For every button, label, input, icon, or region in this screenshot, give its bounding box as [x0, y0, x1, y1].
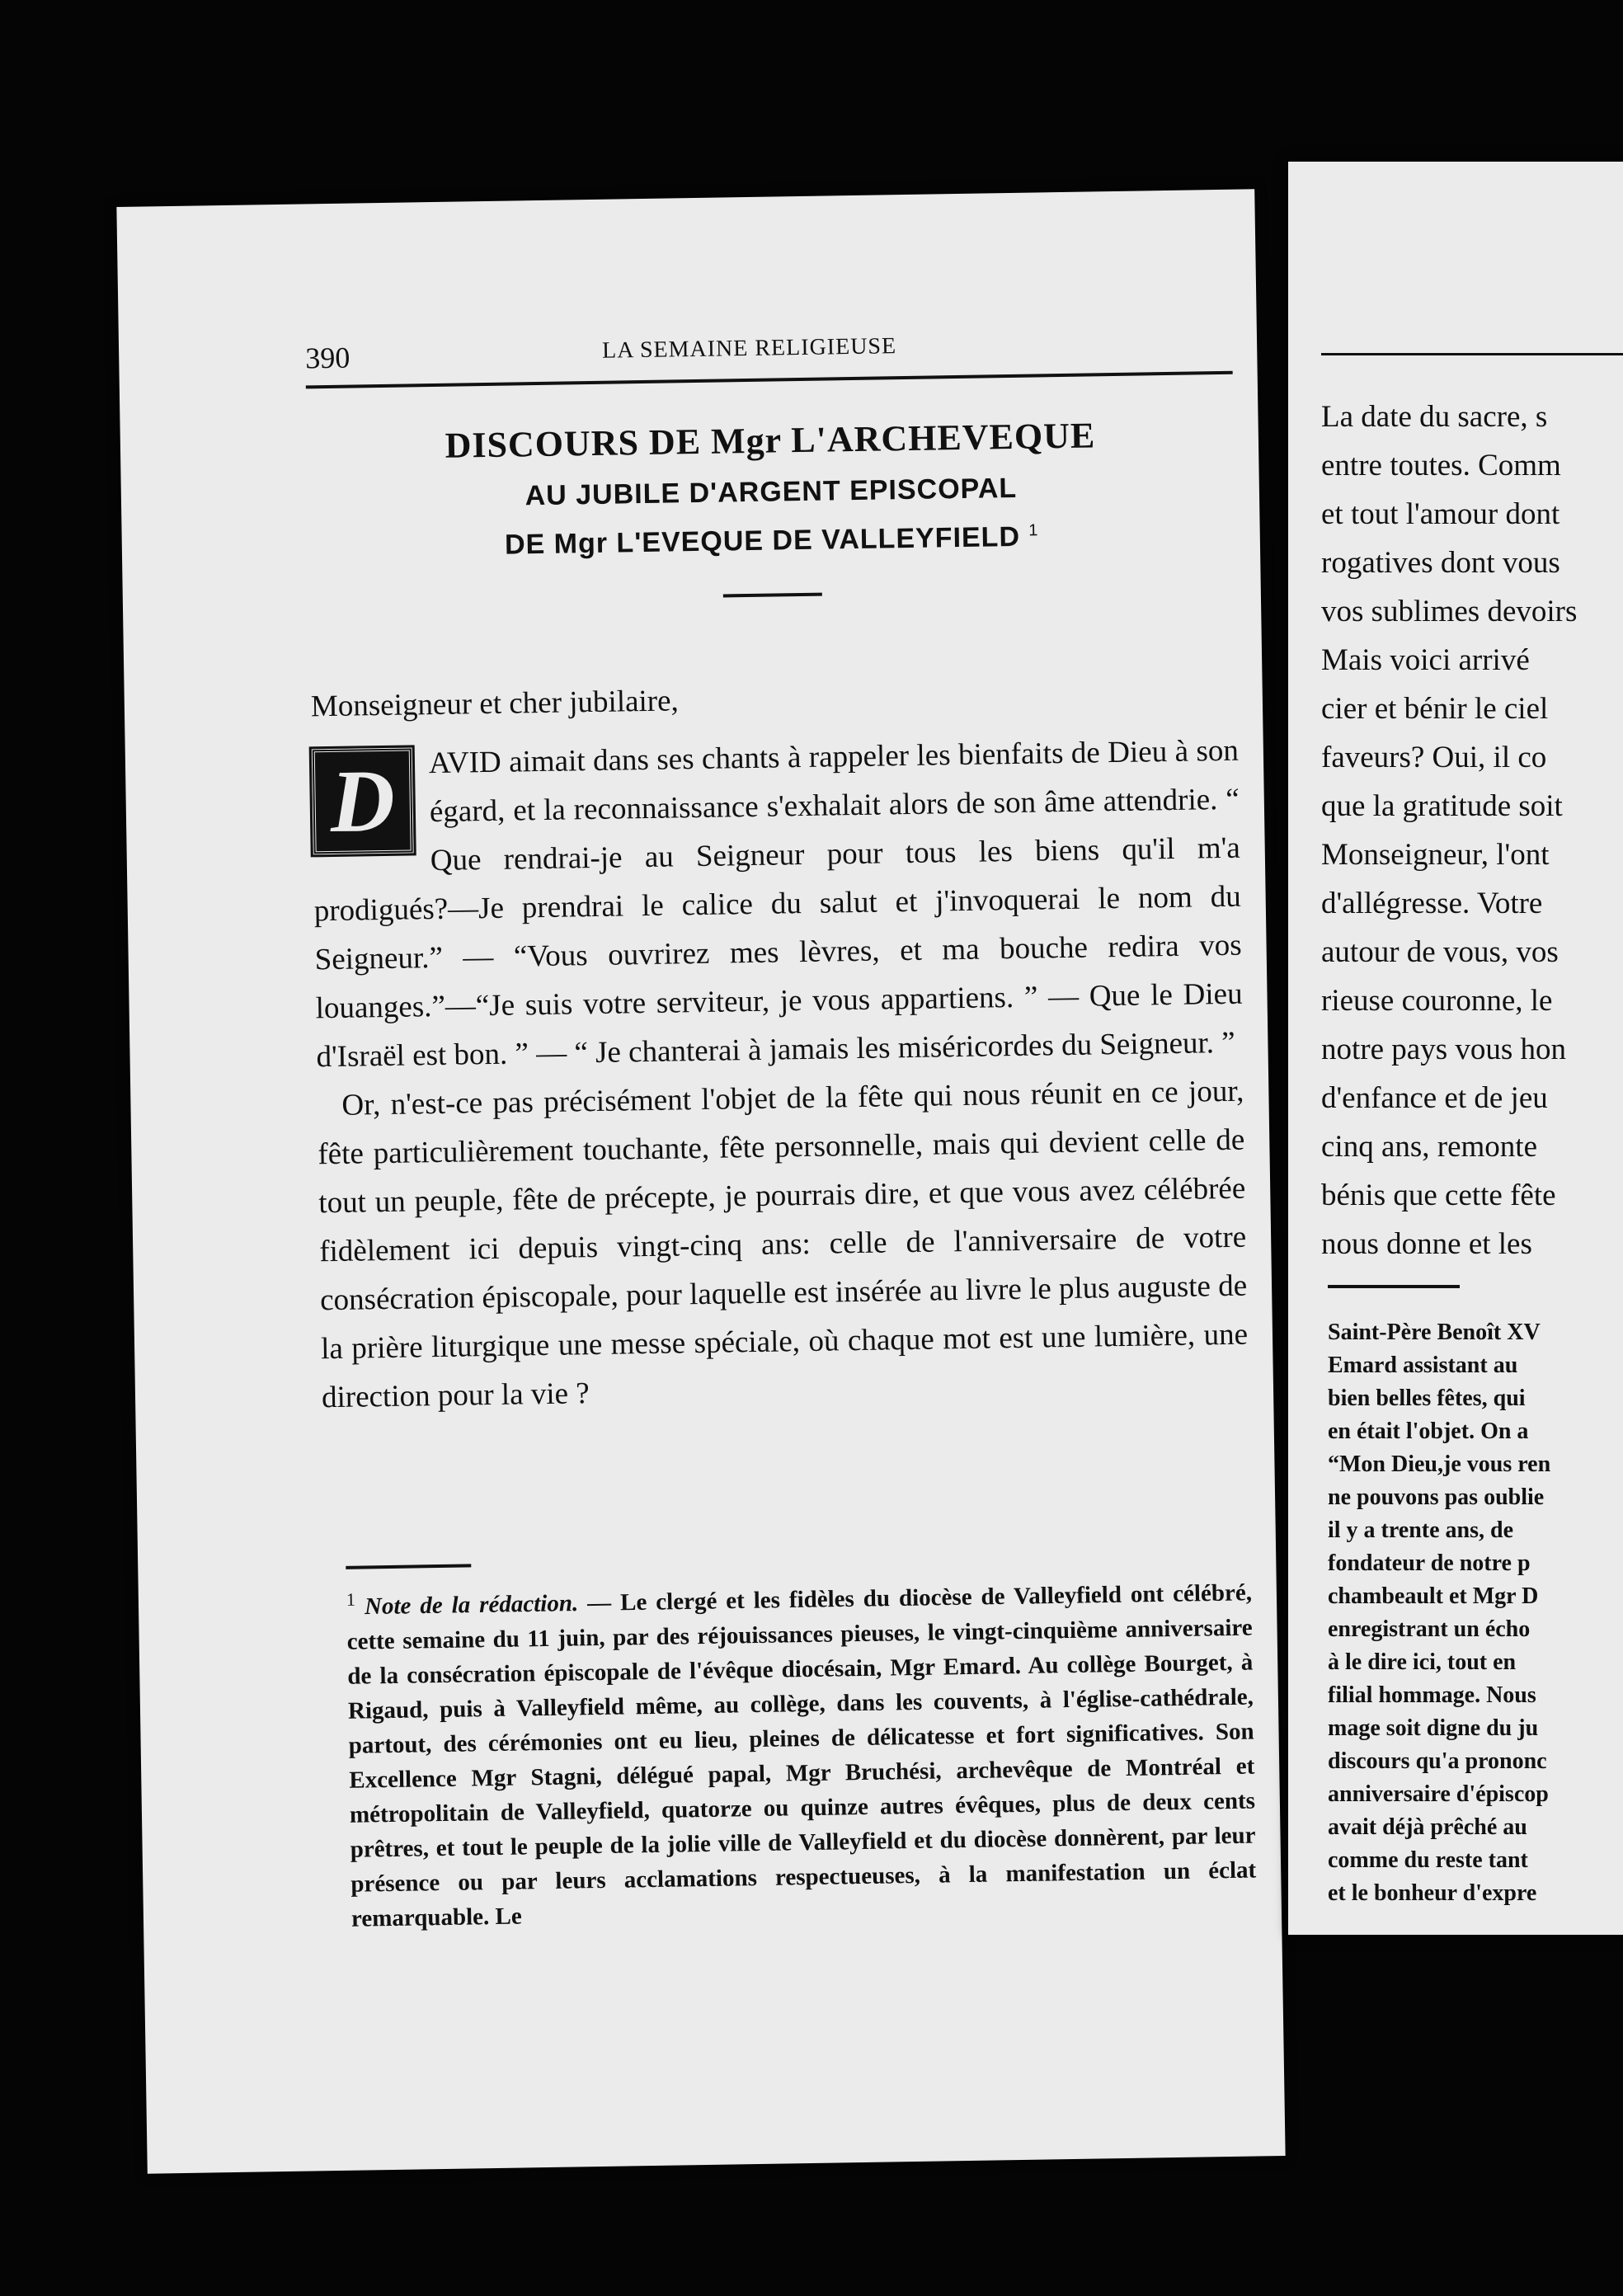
- right-page: [1288, 162, 1623, 1935]
- right-page-note-line: bien belles fêtes, qui: [1328, 1386, 1526, 1411]
- header-rule: [306, 371, 1233, 389]
- footnote-text: — Le clergé et les fidèles du diocèse de Valleyfield ont célébré, cette semaine du 11 juin, par des réjouissances pieuses, le vingt-cinquième anniversaire de la consécration épiscopale de l'évêque diocésain, Mgr Emard. Au collège Bourget, à Rigaud, puis à Valleyfield même, au collège, dans les couvents, à l'église-cathédrale, partout, des cérémonies ont eu lieu, pleines de délicatesse et fort significatives. Son Excellence Mgr Stagni, délégué papal, Mgr Bruchési, archevêque de Montréal et métropolitain de Valleyfield, quatorze ou quinze autres évêques, plus de deux cents prêtres, et tout le peuple de la jolie ville de Valleyfield et du diocèse donnèrent, par leur présence ou par leurs acclamations respectueuses, à la manifestation un éclat remarquable. Le: [346, 1579, 1257, 1932]
- right-footnote-rule: [1328, 1285, 1460, 1288]
- right-page-line: que la gratitude soit: [1321, 789, 1563, 823]
- right-page-note-line: discours qu'a prononc: [1328, 1748, 1547, 1774]
- right-page-note-line: filial hommage. Nous: [1328, 1682, 1536, 1708]
- right-page-line: rogatives dont vous: [1321, 546, 1560, 580]
- title-line-1: DISCOURS DE Mgr L'ARCHEVEQUE: [445, 415, 1096, 466]
- title-rule: [723, 593, 822, 598]
- right-page-notes: [1328, 1316, 1623, 1910]
- right-page-line: cier et bénir le ciel: [1321, 692, 1549, 726]
- running-head: LA SEMAINE RELIGIEUSE: [601, 333, 897, 364]
- right-page-line: vos sublimes devoirs: [1321, 595, 1578, 628]
- right-page-note-line: avait déjà prêché au: [1328, 1814, 1527, 1840]
- title-line-2: AU JUBILE D'ARGENT EPISCOPAL: [525, 472, 1018, 512]
- salutation: Monseigneur et cher jubilaire,: [310, 684, 680, 724]
- footnote-marker: 1: [346, 1588, 356, 1610]
- right-page-line: d'allégresse. Votre: [1321, 887, 1543, 920]
- right-page-line: et tout l'amour dont: [1321, 497, 1560, 531]
- right-page-line: autour de vous, vos: [1321, 935, 1559, 969]
- right-page-line: notre pays vous hon: [1321, 1033, 1566, 1066]
- right-page-note-line: Emard assistant au: [1328, 1353, 1518, 1378]
- page-number: 390: [304, 341, 350, 375]
- paragraph-1: [312, 727, 1244, 1082]
- paragraph-2: Or, n'est-ce pas précisément l'objet de la fête qui nous réunit en ce jour, fête particulièrement touchante, fête personnelle, mais qui devient celle de tout un peuple, fête de précepte, je pourrais dire, et que vous avez célébrée fidèlement ici depuis vingt-cinq ans: celle de l'anniversaire de votre consécration épiscopale, pour laquelle est insérée au livre le plus auguste de la prière liturgique une messe spéciale, où chaque mot est une lumière, une direction pour la vie ?: [318, 1074, 1249, 1415]
- right-page-note-line: enregistrant un écho: [1328, 1616, 1531, 1642]
- right-page-note-line: à le dire ici, tout en: [1328, 1649, 1517, 1675]
- right-page-line: Mais voici arrivé: [1321, 643, 1530, 677]
- footnote: [346, 1569, 1258, 1936]
- right-page-note-line: “Mon Dieu,je vous ren: [1328, 1451, 1551, 1477]
- body-text: [310, 668, 1249, 1423]
- right-page-note-line: Saint-Père Benoît XV: [1328, 1320, 1541, 1345]
- right-page-note-line: et le bonheur d'expre: [1328, 1880, 1537, 1906]
- right-page-line: entre toutes. Comm: [1321, 449, 1561, 482]
- paragraph-1-text: AVID aimait dans ses chants à rappeler les bienfaits de Dieu à son égard, et la reconnaissance s'exhalait alors de son âme attendrie. “ Que rendrai-je au Seigneur pour tous les biens qu'il m'a prodigués?—Je prendrai le calice du salut et j'invoquerai le nom du Seigneur.” — “Vous ouvrirez mes lèvres, et ma bouche redira vos louanges.”—“Je suis votre serviteur, je vous appartiens. ” — Que le Dieu d'Israël est bon. ” — “ Je chanterai à jamais les miséricordes du Seigneur. ”: [313, 733, 1243, 1075]
- footnote-rule: [346, 1564, 471, 1569]
- left-page: [116, 189, 1285, 2173]
- right-page-body: [1321, 393, 1623, 1268]
- right-page-line: bénis que cette fête: [1321, 1179, 1556, 1212]
- right-page-note-line: en était l'objet. On a: [1328, 1419, 1529, 1444]
- footnote-lead: Note de la rédaction.: [364, 1590, 579, 1621]
- right-page-note-line: chambeault et Mgr D: [1328, 1583, 1539, 1609]
- title-footnote-marker: 1: [1028, 521, 1039, 540]
- right-page-line: nous donne et les: [1321, 1227, 1532, 1261]
- title-line-3-text: DE Mgr L'EVEQUE DE VALLEYFIELD: [504, 520, 1021, 561]
- title-line-3: [308, 518, 1235, 565]
- right-page-line: cinq ans, remonte: [1321, 1130, 1537, 1164]
- right-page-note-line: mage soit digne du ju: [1328, 1715, 1539, 1741]
- right-page-note-line: ne pouvons pas oublie: [1328, 1484, 1545, 1510]
- right-page-note-line: fondateur de notre p: [1328, 1550, 1531, 1576]
- right-page-note-line: il y a trente ans, de: [1328, 1517, 1514, 1543]
- right-page-line: La date du sacre, s: [1321, 400, 1548, 434]
- drop-cap: D: [312, 747, 414, 854]
- right-page-note-line: anniversaire d'épiscop: [1328, 1781, 1549, 1807]
- right-page-note-line: comme du reste tant: [1328, 1847, 1528, 1873]
- right-page-line: faveurs? Oui, il co: [1321, 741, 1547, 774]
- right-page-line: Monseigneur, l'ont: [1321, 838, 1550, 872]
- right-page-line: rieuse couronne, le: [1321, 984, 1553, 1018]
- page-header: [305, 320, 1241, 376]
- right-header-rule: [1321, 353, 1623, 355]
- article-title: [307, 412, 1236, 605]
- right-page-line: d'enfance et de jeu: [1321, 1081, 1548, 1115]
